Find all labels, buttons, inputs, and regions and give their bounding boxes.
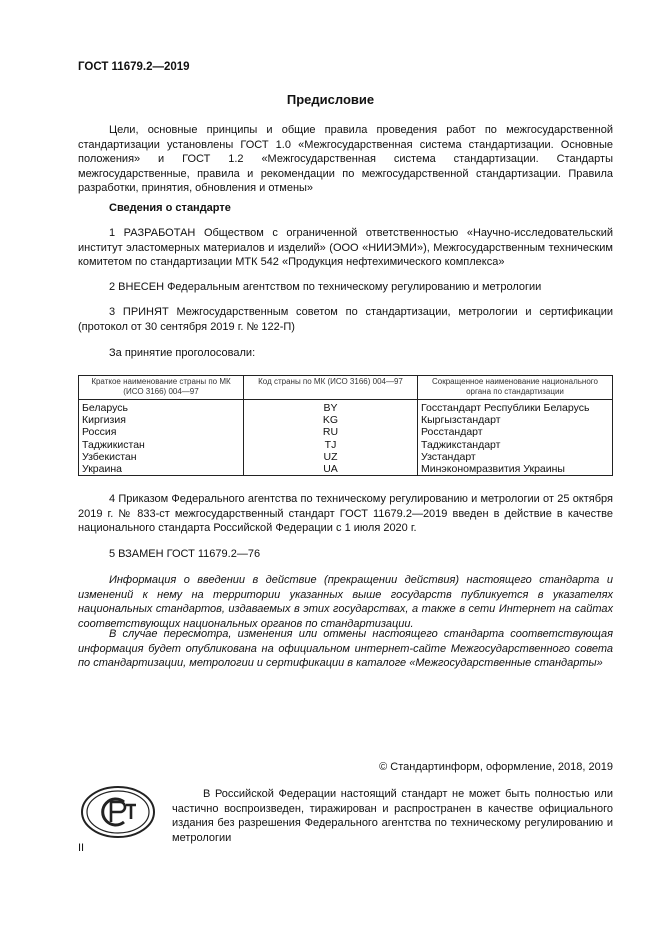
code-cell: BY xyxy=(244,400,418,415)
table-row xyxy=(79,439,613,451)
item-5-replaces: 5 ВЗАМЕН ГОСТ 11679.2—76 xyxy=(109,548,261,560)
intro-paragraph: Цели, основные принципы и общие правила проведения работ по межгосударственной стандартизации установлены ГОСТ 1.0 «Межгосударственная система стандартизации. Основные положения» и ГОСТ 1.2 «Межгосударственная система стандартизации. Стандарты межгосударственные, правила и рекомендации по межгосударственной стандартизации. Правила разработки, принятия, обновления и отмены» xyxy=(78,124,613,195)
country-cell: Беларусь xyxy=(79,400,244,415)
body-cell: Минэкономразвития Украины xyxy=(418,463,613,476)
country-cell: Узбекистан xyxy=(79,451,244,463)
table-row xyxy=(79,414,613,426)
table-row xyxy=(79,400,613,415)
voted-label: За принятие проголосовали: xyxy=(109,347,256,359)
column-header-body: Сокращенное наименование национального органа по стандартизации xyxy=(418,376,613,400)
table-row xyxy=(79,451,613,463)
code-cell: TJ xyxy=(244,439,418,451)
section-heading: Сведения о стандарте xyxy=(109,202,231,214)
table-row xyxy=(79,463,613,476)
info-effective-paragraph: Информация о введении в действие (прекращении действия) настоящего стандарта и изменений к нему на территории указанных выше государств публикуется в указателях национальных стандартов, издаваемых в этих государствах, а также в сети Интернет на сайтах соответствующих национальных органов по стандартизации. xyxy=(78,574,613,630)
item-1-developed: 1 РАЗРАБОТАН Обществом с ограниченной ответственностью «Научно-исследовательский институт эластомерных материалов и изделий» (ООО «НИИЭМИ»), Межгосударственным техническим комитетом по стандартизации МТК 542 «Продукция нефтехимического комплекса» xyxy=(78,227,613,269)
column-header-country: Краткое наименование страны по МК (ИСО 3166) 004—97 xyxy=(79,376,244,400)
page-title: Предисловие xyxy=(286,92,375,107)
country-cell: Киргизия xyxy=(79,414,244,426)
code-cell: UA xyxy=(244,463,418,476)
body-cell: Таджикстандарт xyxy=(418,439,613,451)
code-cell: KG xyxy=(244,414,418,426)
gost-r-certification-mark-icon xyxy=(80,785,156,839)
code-cell: UZ xyxy=(244,451,418,463)
voting-countries-table xyxy=(78,375,613,476)
copyright-notice: © Стандартинформ, оформление, 2018, 2019 xyxy=(379,761,613,773)
country-cell: Россия xyxy=(79,426,244,438)
body-cell: Узстандарт xyxy=(418,451,613,463)
item-2-introduced: 2 ВНЕСЕН Федеральным агентством по техническому регулированию и метрологии xyxy=(109,281,542,293)
info-revision-paragraph: В случае пересмотра, изменения или отмены настоящего стандарта соответствующая информация будет опубликована на официальном интернет-сайте Межгосударственного совета по стандартизации, метрологии и сертификации в каталоге «Межгосударственные стандарты» xyxy=(78,628,613,670)
document-code-header: ГОСТ 11679.2—2019 xyxy=(78,61,190,73)
table-row xyxy=(79,426,613,438)
body-cell: Госстандарт Республики Беларусь xyxy=(418,400,613,415)
item-3-adopted: 3 ПРИНЯТ Межгосударственным советом по стандартизации, метрологии и сертификации (протокол от 30 сентября 2019 г. № 122-П) xyxy=(78,306,613,333)
legal-notice: В Российской Федерации настоящий стандарт не может быть полностью или частично воспроизведен, тиражирован и распространен в качестве официального издания без разрешения Федерального агентства по техническому регулированию и метрологии xyxy=(172,788,613,844)
body-cell: Росстандарт xyxy=(418,426,613,438)
body-cell: Кыргызстандарт xyxy=(418,414,613,426)
country-cell: Таджикистан xyxy=(79,439,244,451)
item-4-order: 4 Приказом Федерального агентства по техническому регулированию и метрологии от 25 октября 2019 г. № 833-ст межгосударственный стандарт ГОСТ 11679.2—2019 введен в действие в качестве национального стандарта Российской Федерации с 1 июля 2020 г. xyxy=(78,493,613,535)
code-cell: RU xyxy=(244,426,418,438)
column-header-code: Код страны по МК (ИСО 3166) 004—97 xyxy=(244,376,418,400)
country-cell: Украина xyxy=(79,463,244,476)
table-header-row xyxy=(79,376,613,400)
page-number: II xyxy=(78,842,85,854)
